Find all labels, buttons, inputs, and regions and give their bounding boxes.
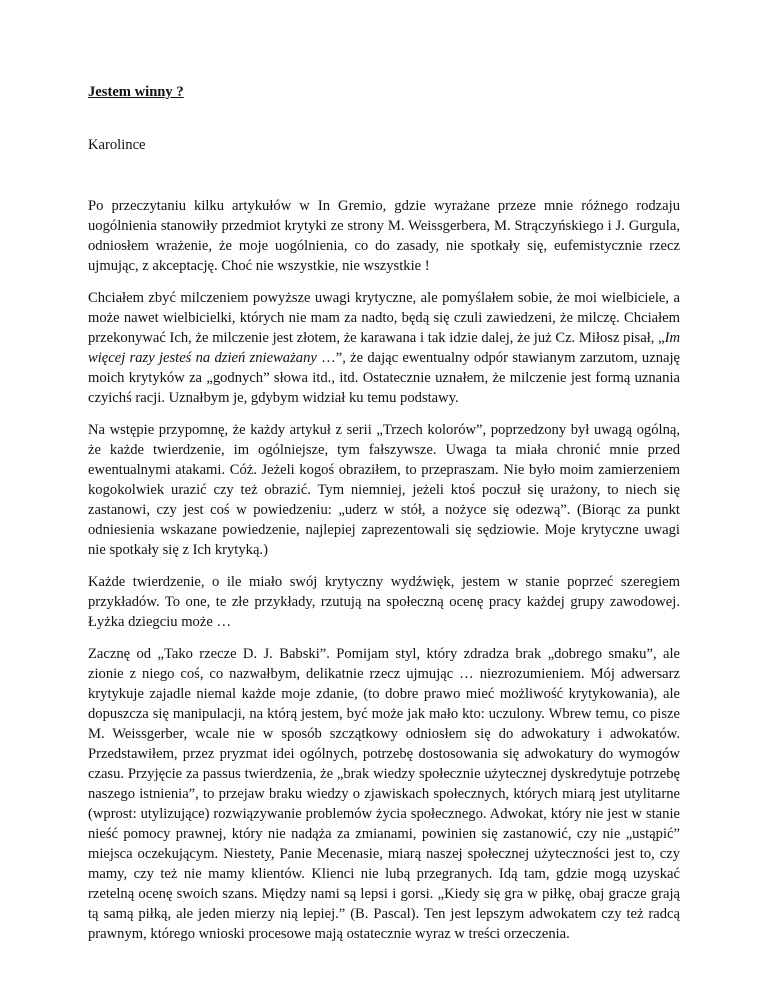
paragraph-text: Po przeczytaniu kilku artykułów w In Gremio, gdzie wyrażane przeze mnie różnego rodzaju uogólnienia stanowiły przedmiot krytyki ze strony M. Weissgerbera, M. Strączyńskiego i J. Gurgula, odniosłem wrażenie, że moje uogólnienia, co do zasady, nie spotkały się, eufemistycznie rzecz ujmując, z akceptację. Choć nie wszystkie, nie wszystkie ! [88,198,680,274]
dedication: Karolince [88,137,146,153]
paragraph-text: …”, że dając ewentualny odpór stawianym zarzutom, uznaję moich krytyków za „godnych” słowa itd., itd. Ostatecznie uznałem, że milczenie jest formą uznania czyichś racji. Uznałbym je, gdybym widział ku temu podstawy. [88,350,681,406]
document-body [88,196,680,944]
paragraph [88,196,680,276]
paragraph-text: Na wstępie przypomnę, że każdy artykuł z serii „Trzech kolorów”, poprzedzony był uwagą ogólną, że każde twierdzenie, im ogólniejsze, tym fałszywsze. Uwaga ta miała chronić mnie przed ewentualnymi atakami. Cóż. Jeżeli kogoś obraziłem, to przepraszam. Nie było moim zamierzeniem kogokolwiek urazić czy też obrazić. Tym niemniej, jeżeli ktoś poczuł się urażony, to niech się zastanowi, czy jest coś w powiedzeniu: „uderz w stół, a nożyce się odezwą”. (Biorąc za punkt odniesienia wskazane powiedzenie, najlepiej zaprezentowali się sędziowie. Moje krytyczne uwagi nie spotkały się z Ich krytyką.) [88,422,680,558]
paragraph [88,420,680,560]
paragraph [88,288,680,408]
paragraph [88,572,680,632]
paragraph [88,644,680,944]
document-page [88,82,680,956]
paragraph-text: Każde twierdzenie, o ile miało swój krytyczny wydźwięk, jestem w stanie poprzeć szeregiem przykładów. To one, te złe przykłady, rzutują na społeczną ocenę pracy każdej grupy zawodowej. Łyżka dziegciu może … [88,574,680,630]
document-title: Jestem winny ? [88,84,184,100]
quote-italic: Im więcej razy jesteś na dzień znieważany [88,330,680,366]
paragraph-text: Chciałem zbyć milczeniem powyższe uwagi krytyczne, ale pomyślałem sobie, że moi wielbiciele, a może nawet wielbicielki, których nie mam za nadto, będą się czuli zawiedzeni, że milczę. Chciałem przekonywać Ich, że milczenie jest złotem, że karawana i tak idzie dalej, że już Cz. Miłosz pisał, „ [88,290,680,346]
paragraph-text: Zacznę od „Tako rzecze D. J. Babski”. Pomijam styl, który zdradza brak „dobrego smaku”, ale zionie z niego coś, co nazwałbym, delikatnie rzecz ujmując … niezrozumieniem. Mój adwersarz krytykuje zajadle niemal każde moje zdanie, (to dobre prawo mieć możliwość krytykowania), ale dopuszcza się manipulacji, na którą jestem, być może jak mało kto: uczulony. Wbrew temu, co pisze M. Weissgerber, wcale nie w sposób szczątkowy odniosłem się do adwokatury i adwokatów. Przedstawiłem, przez pryzmat idei ogólnych, potrzebę dostosowania się adwokatury do wymogów czasu. Przyjęcie za passus twierdzenia, że „brak wiedzy społecznie użytecznej dyskredytuje potrzebę naszego istnienia”, to przejaw braku wiedzy o zjawiskach społecznych, których miarą jest utylitarne (wprost: utylizujące) rozwiązywanie problemów życia społecznego. Adwokat, który nie jest w stanie nieść pomocy prawnej, który nie nadąża za zmianami, powinien się zastanowić, czy nie „ustąpić” miejsca oczekującym. Niestety, Panie Mecenasie, miarą naszej społecznej użyteczności jest to, czy mamy, czy też nie mamy klientów. Klienci nie lubą przegranych. Idą tam, gdzie mogą uzyskać rzetelną ocenę swoich szans. Między nami są lepsi i gorsi. „Kiedy się gra w piłkę, obaj gracze grają tą samą piłką, ale jeden mierzy nią lepiej.” (B. Pascal). Ten jest lepszym adwokatem czy też radcą prawnym, którego wnioski procesowe mają ostatecznie wyraz w treści orzeczenia. [88,646,680,942]
